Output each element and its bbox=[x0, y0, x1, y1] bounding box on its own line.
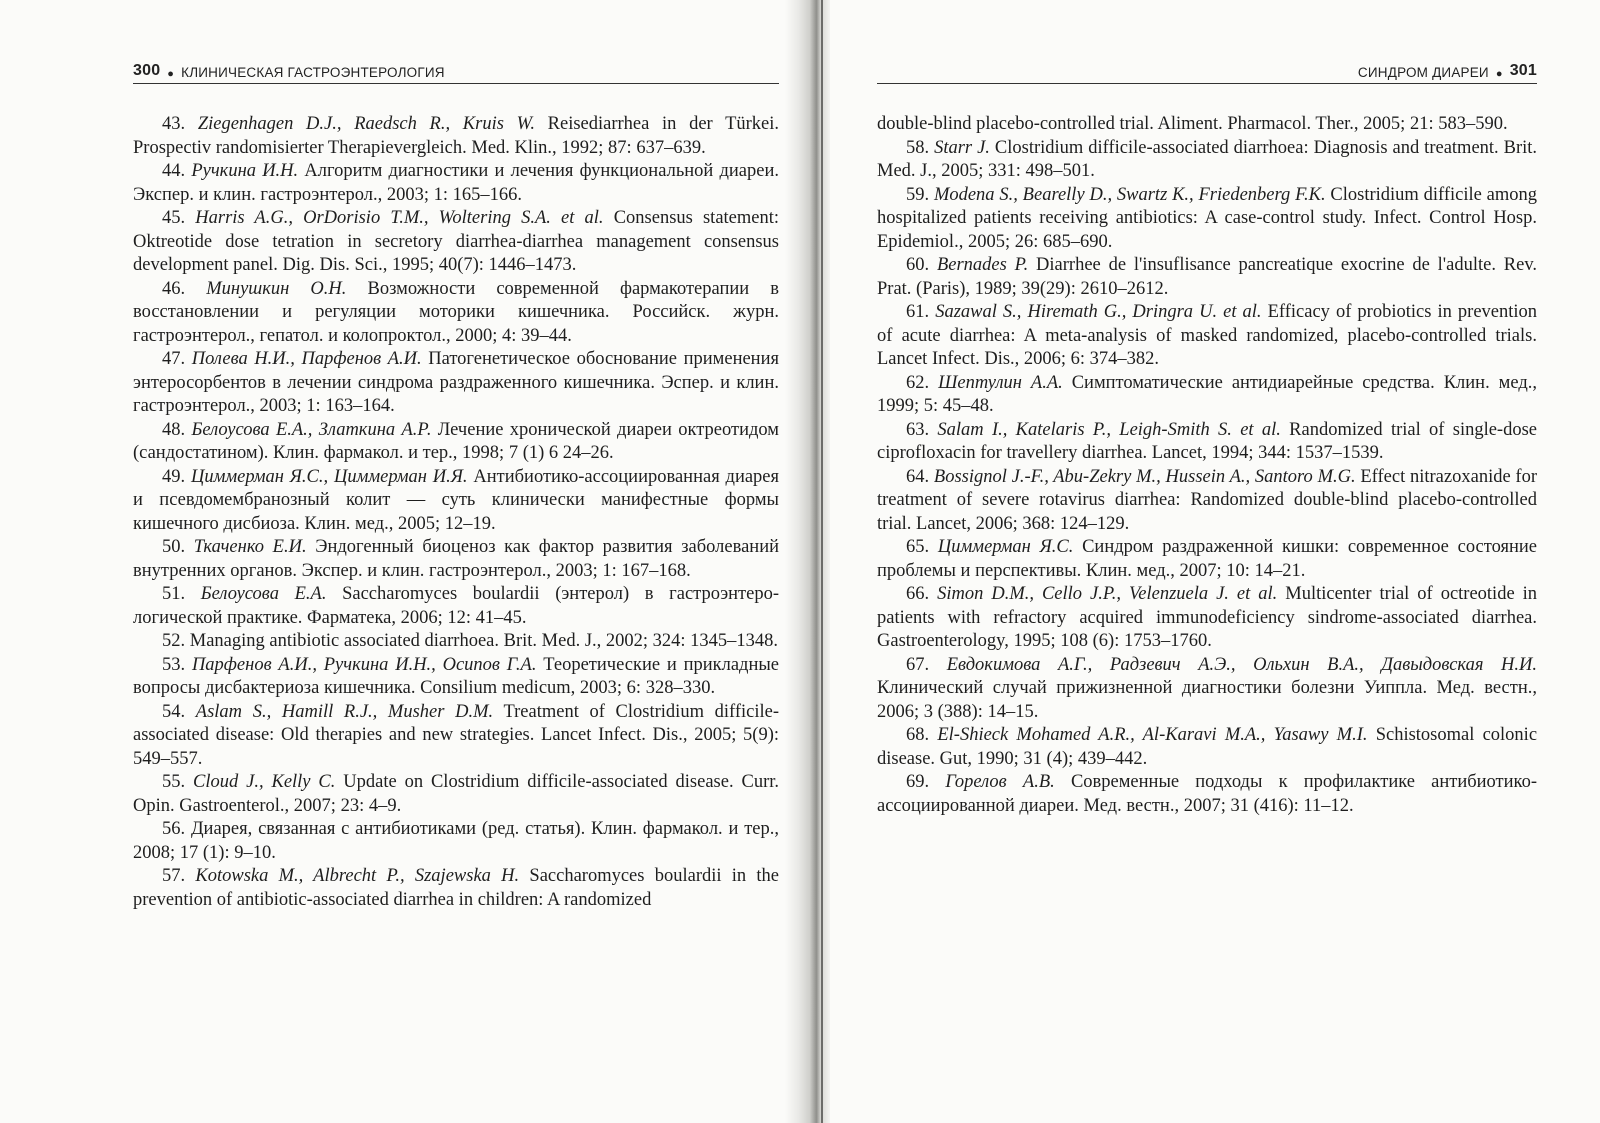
reference-item bbox=[133, 771, 779, 818]
reference-text: Managing antibiotic associated diarrhoea. Brit. Med. J., 2002; 324: 1345–1348. bbox=[189, 631, 779, 651]
reference-text: Алгоритм диагностики и лечения функциональной диареи. Экспер. и клин. гастроэнтерол., 2003; 1: 165–166. bbox=[133, 161, 780, 205]
reference-authors: Sazawal S., Hiremath G., Dringra U. et al. bbox=[935, 302, 1262, 322]
reference-text: Effect nitrazoxanide for treatment of severe rotavirus diarrhea: Randomized double-blind placebo-controlled trial. Lancet, 2006; 368: 124–129. bbox=[877, 466, 1538, 534]
left-reference-list bbox=[133, 113, 779, 912]
reference-text: Update on Clostridium difficile-associated disease. Curr. Opin. Gastroenterol., 2007; 23: 4–9. bbox=[133, 772, 779, 816]
reference-number: 66. bbox=[906, 584, 930, 604]
reference-item bbox=[877, 536, 1537, 583]
reference-text: Clostridium difficile-associated diarrhoea: Diagnosis and treatment. Brit. Med. J., 2005; 331: 498–501. bbox=[877, 137, 1538, 181]
reference-authors: Starr J. bbox=[934, 137, 990, 158]
reference-number: 55. bbox=[162, 772, 186, 792]
reference-authors: Salam I., Katelaris P., Leigh-Smith S. et al. bbox=[937, 419, 1281, 440]
reference-item bbox=[877, 466, 1537, 537]
reference-text: Лечение хронической диареи октреотидом (сандостатином). Клин. фармакол. и тер., 1998; 7 (1) 6 24–26. bbox=[133, 419, 779, 463]
reference-item bbox=[877, 724, 1537, 771]
reference-authors: Парфенов А.И., Ручкина И.Н., Осипов Г.А. bbox=[191, 654, 537, 675]
reference-item bbox=[133, 583, 779, 630]
reference-text: Симптоматические антидиарейные средства. Клин. мед., 1999; 5: 45–48. bbox=[877, 372, 1537, 416]
reference-item bbox=[133, 630, 779, 654]
reference-text: Теоретические и прикладные вопросы дисбактериоза кишечника. Consilium medicum, 2003; 6: 328–330. bbox=[133, 654, 780, 698]
reference-authors: Ziegenhagen D.J., Raedsch R., Kruis W. bbox=[197, 114, 535, 134]
reference-continuation: double-blind placebo-controlled trial. Aliment. Pharmacol. Ther., 2005; 21: 583–590. bbox=[877, 114, 1508, 134]
reference-item bbox=[133, 536, 779, 583]
reference-authors: Harris A.G., OrDorisio T.M., Woltering S.A. et al. bbox=[195, 208, 604, 228]
reference-text: Saccharomyces boulardii (энтерол) в гастроэнтерологической практике. Фарматека, 2006; 12: 41–45. bbox=[133, 584, 780, 628]
reference-item bbox=[877, 137, 1537, 184]
reference-authors: Минушкин О.Н. bbox=[206, 278, 347, 299]
reference-number: 58. bbox=[906, 137, 930, 158]
reference-text: Антибиотико-ассоциированная диарея и псевдомембранозный колит — суть клинически манифестные формы кишечного дисбиоза. Клин. мед., 2005; 12–19. bbox=[133, 466, 780, 534]
reference-authors: Белоусова Е.А. bbox=[200, 584, 327, 604]
reference-text: Reisediarrhea in der Türkei. Prospectiv randomisierter Therapievergleich. Med. Klin., 1992; 87: 637–639. bbox=[133, 114, 780, 158]
reference-number: 59. bbox=[906, 184, 930, 205]
reference-item bbox=[133, 160, 779, 207]
reference-number: 64. bbox=[906, 466, 930, 487]
reference-item bbox=[877, 301, 1537, 372]
right-reference-list bbox=[877, 113, 1537, 818]
reference-item bbox=[877, 654, 1537, 725]
reference-item bbox=[877, 254, 1537, 301]
reference-text: Efficacy of probiotics in prevention of acute diarrhea: A meta-analysis of masked randomized, placebo-controlled trials. Lancet Infect. Dis., 2006; 6: 374–382. bbox=[877, 302, 1538, 369]
reference-number: 44. bbox=[162, 161, 186, 181]
reference-number: 62. bbox=[906, 372, 930, 393]
reference-number: 61. bbox=[906, 302, 930, 322]
reference-authors: Горелов А.В. bbox=[945, 772, 1055, 792]
bullet-separator: ● bbox=[1495, 68, 1503, 80]
reference-text: Возможности современной фармакотерапии в восстановлении и регуляции моторики кишечника. Российск. журн. гастроэнтерол., гепатол. и колопроктол., 2000; 4: 39–44. bbox=[133, 278, 780, 346]
reference-text: Multicenter trial of octreotide in patients with refractory acquired immunodeficiency sindrome-associated diarrhea. Gastroenterology, 1995; 108 (6): 1753–1760. bbox=[877, 584, 1538, 651]
reference-number: 54. bbox=[162, 701, 186, 722]
reference-text: Randomized trial of single-dose ciprofloxacin for travellery diarrhea. Lancet, 1994; 344: 1537–1539. bbox=[877, 419, 1538, 463]
reference-text: Saccharomyces boulardii in the prevention of antibiotic-associated diarrhea in children: A randomized bbox=[133, 866, 779, 910]
reference-number: 60. bbox=[906, 255, 930, 275]
reference-authors: Белоусова Е.А., Златкина А.Р. bbox=[191, 419, 432, 440]
reference-text: Schistosomal colonic disease. Gut, 1990; 31 (4); 439–442. bbox=[877, 725, 1538, 769]
reference-authors: Modena S., Bearelly D., Swartz K., Friedenberg F.K. bbox=[933, 184, 1326, 205]
reference-authors: Евдокимова А.Г., Радзевич А.Э., Ольхин В.А., Давыдовская Н.И. bbox=[946, 654, 1538, 675]
left-running-head bbox=[133, 58, 779, 84]
reference-authors: Ткаченко Е.И. bbox=[193, 537, 307, 557]
reference-number: 46. bbox=[162, 278, 186, 299]
reference-text: Клинический случай прижизненной диагностики болезни Уиппла. Мед. вестн., 2006; 3 (388): 14–15. bbox=[877, 678, 1537, 722]
reference-authors: El-Shieck Mohamed A.R., Al-Karavi M.A., Yasawy M.I. bbox=[937, 725, 1368, 745]
right-page-number: 301 bbox=[1509, 62, 1537, 79]
reference-item bbox=[133, 818, 779, 865]
reference-number: 45. bbox=[162, 208, 186, 228]
reference-number: 49. bbox=[162, 466, 186, 487]
reference-item bbox=[877, 771, 1537, 818]
reference-item bbox=[877, 372, 1537, 419]
reference-number: 69. bbox=[906, 772, 930, 792]
reference-number: 65. bbox=[906, 537, 930, 557]
reference-item bbox=[877, 419, 1537, 466]
reference-text: Consensus statement: Oktreotide dose tetration in secretory diarrhea-diarrhea management consensus development panel. Dig. Dis. Sci., 1995; 40(7): 1446–1473. bbox=[133, 208, 780, 275]
reference-text: Диарея, связанная с антибиотиками (ред. статья). Клин. фармакол. и тер., 2008; 17 (1): 9–10. bbox=[133, 819, 779, 863]
reference-authors: Шептулин А.А. bbox=[938, 372, 1063, 393]
reference-number: 48. bbox=[162, 419, 186, 440]
reference-authors: Ручкина И.Н. bbox=[191, 161, 299, 181]
reference-number: 57. bbox=[162, 866, 186, 886]
reference-item bbox=[133, 207, 779, 278]
reference-number: 67. bbox=[906, 654, 930, 675]
reference-text: Clostridium difficile among hospitalized patients receiving antibiotics: A case-control study. Infect. Control Hosp. Epidemiol., 2005; 26: 685–690. bbox=[877, 184, 1537, 252]
reference-authors: Kotowska M., Albrecht P., Szajewska H. bbox=[195, 866, 520, 886]
reference-item bbox=[133, 419, 779, 466]
reference-item bbox=[133, 113, 779, 160]
bullet-separator: ● bbox=[167, 68, 175, 80]
reference-text: Treatment of Clostridium difficile-associated disease: Old therapies and new strategies. Lancet Infect. Dis., 2005; 5(9): 549–557. bbox=[133, 701, 779, 769]
reference-item bbox=[133, 348, 779, 419]
right-running-title: СИНДРОМ ДИАРЕИ bbox=[1357, 65, 1489, 80]
reference-authors: Bernades P. bbox=[936, 255, 1029, 275]
right-running-head bbox=[877, 58, 1537, 84]
left-running-title: КЛИНИЧЕСКАЯ ГАСТРОЭНТЕРОЛОГИЯ bbox=[181, 65, 445, 80]
reference-authors: Циммерман Я.С. bbox=[937, 537, 1074, 557]
right-page bbox=[815, 0, 1600, 1123]
left-page-number: 300 bbox=[133, 62, 161, 79]
reference-text: Синдром раздраженной кишки: современное состояние проблемы и перспективы. Клин. мед., 2007; 10: 14–21. bbox=[877, 537, 1538, 581]
reference-number: 47. bbox=[162, 349, 186, 369]
reference-number: 68. bbox=[906, 725, 930, 745]
reference-authors: Simon D.M., Cello J.P., Velenzuela J. et al. bbox=[937, 584, 1278, 604]
reference-text: Современные подходы к профилактике антибиотико-ассоциированной диареи. Мед. вестн., 2007; 31 (416): 11–12. bbox=[877, 772, 1538, 816]
reference-item bbox=[877, 184, 1537, 255]
reference-item bbox=[133, 701, 779, 772]
reference-authors: Bossignol J.-F., Abu-Zekry M., Hussein A., Santoro M.G. bbox=[933, 466, 1356, 487]
reference-number: 50. bbox=[162, 537, 186, 557]
reference-number: 52. bbox=[162, 631, 186, 651]
reference-item bbox=[133, 654, 779, 701]
reference-authors: Cloud J., Kelly C. bbox=[193, 772, 336, 792]
reference-item bbox=[133, 466, 779, 537]
reference-text: Diarrhee de l'insuflisance pancreatique exocrine de l'adulte. Rev. Prat. (Paris), 1989; 39(29): 2610–2612. bbox=[877, 255, 1537, 299]
reference-item bbox=[877, 583, 1537, 654]
reference-number: 51. bbox=[162, 584, 186, 604]
reference-authors: Полева Н.И., Парфенов А.И. bbox=[191, 349, 422, 369]
reference-number: 56. bbox=[162, 819, 186, 839]
reference-text: Эндогенный биоценоз как фактор развития заболеваний внутренних органов. Экспер. и клин. гастроэнтерол., 2003; 1: 167–168. bbox=[133, 537, 779, 581]
reference-number: 63. bbox=[906, 419, 930, 440]
reference-text: Патогенетическое обоснование применения энтеросорбентов в лечении синдрома раздраженного кишечника. Эспер. и клин. гастроэнтерол., 2003; 1: 163–164. bbox=[133, 349, 779, 416]
reference-item bbox=[133, 865, 779, 912]
reference-authors: Циммерман Я.С., Циммерман И.Я. bbox=[190, 466, 468, 487]
reference-item bbox=[133, 278, 779, 349]
reference-number: 43. bbox=[162, 114, 186, 134]
reference-number: 53. bbox=[162, 654, 186, 675]
reference-authors: Aslam S., Hamill R.J., Musher D.M. bbox=[195, 701, 494, 722]
